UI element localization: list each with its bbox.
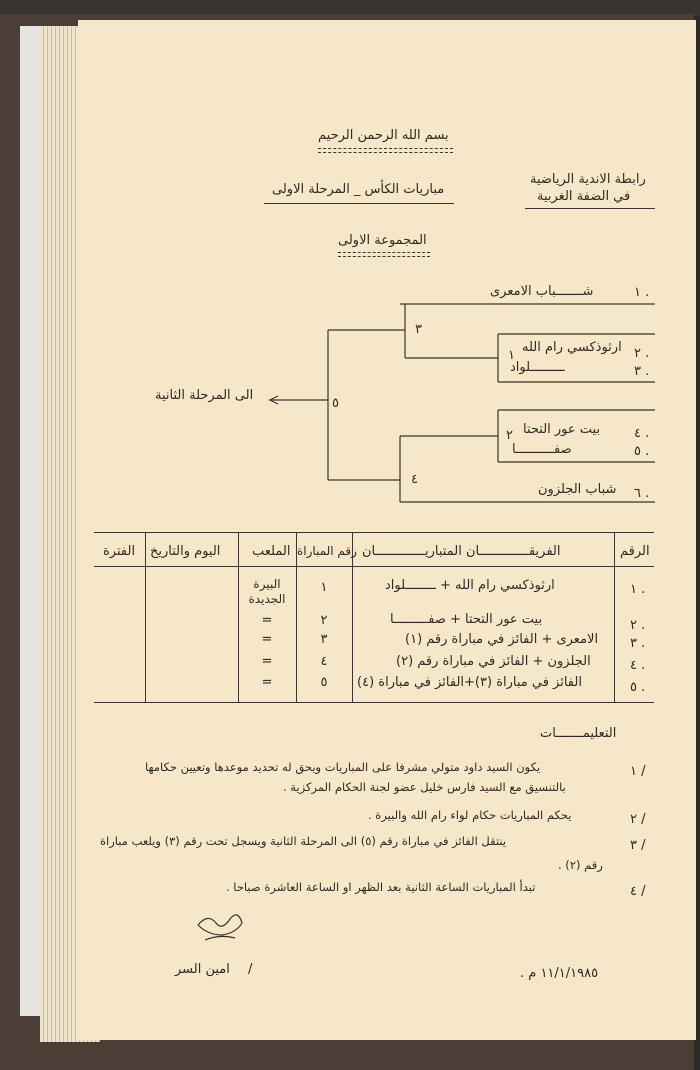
to-next-round: الى المرحلة الثانية [155, 388, 254, 403]
instruction-4-num: ٤ / [630, 884, 646, 899]
instruction-3-line-2: رقم (٢) . [558, 858, 603, 872]
org-line-2: في الضفة الغربية [537, 189, 631, 204]
signatory-slash: / [248, 962, 253, 977]
header-match-no: رقم المباراة [297, 544, 357, 558]
table-row-5-teams: الفائز في مباراة (٣)+الفائز في مباراة (٤) [357, 675, 582, 690]
org-line-1: رابطة الاندية الرياضية [530, 172, 646, 187]
table-row-4-venue: = [261, 654, 273, 669]
table-row-1-match-no: ١ [320, 580, 328, 595]
table-row-5-match-no: ٥ [320, 675, 328, 690]
team-1-name: شـــــــباب الامعرى [490, 284, 594, 299]
team-3-number: ٣ . [634, 364, 650, 379]
table-row-3-match-no: ٣ [320, 632, 328, 647]
team-4-number: ٤ . [634, 426, 650, 441]
match-number-1: ١ [508, 348, 515, 363]
subtitle: مباريات الكأس _ المرحلة الاولى [272, 182, 445, 197]
instruction-3-num: ٣ / [630, 838, 646, 853]
instructions-title: التعليمـــــــات [540, 726, 617, 741]
table-row-4-match-no: ٤ [320, 654, 328, 669]
document-date: ١١/١/١٩٨٥ م . [520, 966, 599, 981]
team-5-name: صفــــــــــا [512, 442, 572, 457]
header-num: الرقم [620, 544, 650, 559]
table-row-3-num: ٣ . [630, 636, 646, 651]
table-row-5-num: ٥ . [630, 680, 646, 695]
basmala: بسم الله الرحمن الرحيم [318, 128, 449, 143]
table-row-4-teams: الجلزون + الفائز في مباراة رقم (٢) [396, 654, 591, 669]
instruction-1-num: ١ / [630, 764, 646, 779]
team-3-name: ـــــــــلواد [510, 360, 565, 375]
table-row-2-teams: بيت عور التحتا + صفـــــــــا [390, 612, 543, 627]
team-2-number: ٢ . [634, 346, 650, 361]
table-row-3-venue: = [261, 632, 273, 647]
instruction-1-line-2: بالتنسيق مع السيد فارس خليل عضو لجنة الحكام المركزية . [283, 780, 566, 794]
team-6-name: شباب الجلزون [538, 482, 617, 497]
table-row-4-num: ٤ . [630, 658, 646, 673]
instruction-3-line-1: ينتقل الفائز في مباراة رقم (٥) الى المرحلة الثانية ويسجل تحت رقم (٣) ويلعب مباراة [100, 834, 507, 848]
team-1-number: ١ . [634, 285, 650, 300]
match-number-2: ٢ [506, 428, 513, 443]
table-row-5-venue: = [261, 675, 273, 690]
instruction-1-line-1: يكون السيد داود متولي مشرفا على المباريات ويحق له تحديد موعدها وتعيين حكامها [145, 760, 541, 774]
table-row-1-num: ١ . [630, 582, 646, 597]
match-number-3: ٣ [415, 322, 422, 337]
group-title: المجموعة الاولى [338, 233, 427, 248]
instruction-2-line-1: يحكم المباريات حكام لواء رام الله والبيرة . [368, 808, 572, 822]
header-date: اليوم والتاريخ [150, 544, 221, 559]
signatory: امين السر [175, 962, 230, 977]
header-venue: الملعب [252, 544, 291, 559]
team-5-number: ٥ . [634, 444, 650, 459]
instruction-2-num: ٢ / [630, 812, 646, 827]
match-number-5: ٥ [332, 396, 339, 411]
team-6-number: ٦ . [634, 486, 650, 501]
header-period: الفترة [103, 544, 136, 559]
team-2-name: ارثوذكسي رام الله [522, 340, 622, 355]
table-row-2-num: ٢ . [630, 618, 646, 633]
instruction-4-line-1: تبدأ المباريات الساعة الثانية بعد الظهر او الساعة العاشرة صباحا . [226, 880, 536, 894]
header-teams: الفريقـــــــــــــان المتباريـــــــــــــان [362, 544, 561, 559]
match-number-4: ٤ [411, 472, 418, 487]
table-row-2-match-no: ٢ [320, 613, 328, 628]
team-4-name: بيت عور التحتا [523, 422, 601, 437]
table-row-1-teams: ارثوذكسي رام الله + ــــــــلواد [385, 578, 555, 593]
table-row-2-venue: = [261, 613, 273, 628]
table-row-1-venue: البيرة الجديدة [248, 577, 286, 606]
table-row-3-teams: الامعرى + الفائز في مباراة رقم (١) [405, 632, 599, 647]
